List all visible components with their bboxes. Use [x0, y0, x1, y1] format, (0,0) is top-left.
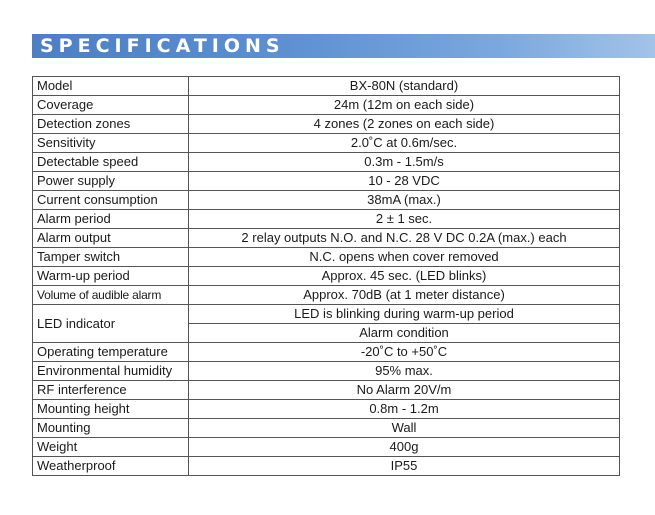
spec-label: Power supply	[33, 172, 189, 191]
spec-row-current-consumption	[33, 191, 620, 210]
spec-value: IP55	[189, 457, 620, 476]
spec-row-sensitivity	[33, 134, 620, 153]
spec-label: Sensitivity	[33, 134, 189, 153]
spec-row-environmental-humidity	[33, 362, 620, 381]
spec-row-coverage	[33, 96, 620, 115]
spec-row-tamper-switch	[33, 248, 620, 267]
spec-row-model	[33, 77, 620, 96]
spec-value: 0.3m - 1.5m/s	[189, 153, 620, 172]
spec-label: Alarm period	[33, 210, 189, 229]
spec-row-led-indicator	[33, 305, 620, 324]
spec-label: Warm-up period	[33, 267, 189, 286]
spec-row-detection-zones	[33, 115, 620, 134]
spec-label: Current consumption	[33, 191, 189, 210]
spec-value: -20˚C to +50˚C	[189, 343, 620, 362]
spec-label: RF interference	[33, 381, 189, 400]
spec-value: 2 relay outputs N.O. and N.C. 28 V DC 0.2A (max.) each	[189, 229, 620, 248]
spec-value: 2 ± 1 sec.	[189, 210, 620, 229]
spec-value: 24m (12m on each side)	[189, 96, 620, 115]
section-header-bar	[32, 34, 655, 58]
spec-value: 95% max.	[189, 362, 620, 381]
spec-row-alarm-period	[33, 210, 620, 229]
spec-row-mounting	[33, 419, 620, 438]
spec-row-power-supply	[33, 172, 620, 191]
spec-row-mounting-height	[33, 400, 620, 419]
spec-row-weight	[33, 438, 620, 457]
spec-label: Weatherproof	[33, 457, 189, 476]
spec-row-alarm-output	[33, 229, 620, 248]
spec-value: Approx. 70dB (at 1 meter distance)	[189, 286, 620, 305]
spec-value: Wall	[189, 419, 620, 438]
spec-row-warm-up-period	[33, 267, 620, 286]
spec-label: Alarm output	[33, 229, 189, 248]
specifications-table	[32, 76, 620, 476]
spec-value: N.C. opens when cover removed	[189, 248, 620, 267]
spec-label: Detectable speed	[33, 153, 189, 172]
spec-label: Weight	[33, 438, 189, 457]
spec-row-rf-interference	[33, 381, 620, 400]
spec-label: Operating temperature	[33, 343, 189, 362]
spec-label: Mounting height	[33, 400, 189, 419]
spec-row-weatherproof	[33, 457, 620, 476]
spec-label: Coverage	[33, 96, 189, 115]
spec-value: 400g	[189, 438, 620, 457]
spec-value: Alarm condition	[189, 324, 620, 343]
spec-label: LED indicator	[33, 305, 189, 343]
spec-row-audible-alarm-volume	[33, 286, 620, 305]
spec-label: Environmental humidity	[33, 362, 189, 381]
spec-row-operating-temperature	[33, 343, 620, 362]
spec-label: Detection zones	[33, 115, 189, 134]
spec-label: Tamper switch	[33, 248, 189, 267]
spec-value: BX-80N (standard)	[189, 77, 620, 96]
spec-row-detectable-speed	[33, 153, 620, 172]
spec-value: Approx. 45 sec. (LED blinks)	[189, 267, 620, 286]
spec-value: LED is blinking during warm-up period	[189, 305, 620, 324]
spec-value: 38mA (max.)	[189, 191, 620, 210]
spec-label: Mounting	[33, 419, 189, 438]
section-title: SPECIFICATIONS	[40, 35, 285, 57]
spec-value: 0.8m - 1.2m	[189, 400, 620, 419]
spec-label: Model	[33, 77, 189, 96]
spec-value: No Alarm 20V/m	[189, 381, 620, 400]
spec-label: Volume of audible alarm	[33, 286, 189, 305]
spec-value: 4 zones (2 zones on each side)	[189, 115, 620, 134]
spec-value: 10 - 28 VDC	[189, 172, 620, 191]
spec-value: 2.0˚C at 0.6m/sec.	[189, 134, 620, 153]
